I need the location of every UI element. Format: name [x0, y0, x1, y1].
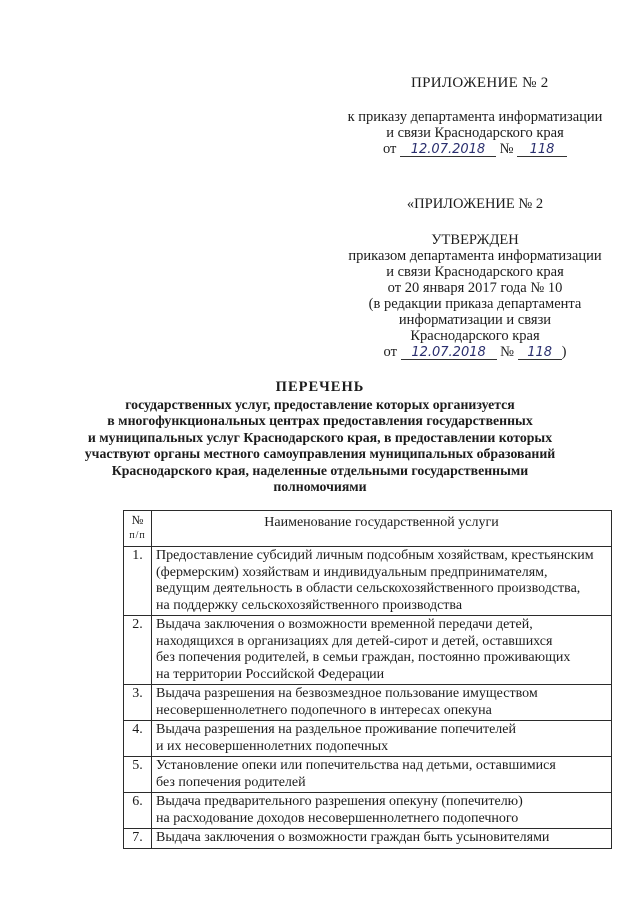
row-service-name	[152, 616, 612, 685]
table-row	[124, 757, 612, 793]
approval-date-line	[330, 344, 620, 360]
list-heading	[80, 379, 560, 496]
table-row	[124, 721, 612, 757]
row-text-line: на поддержку сельскохозяйственного производства	[156, 597, 463, 613]
order-date-line	[330, 141, 620, 157]
row-text-line: Установление опеки или попечительства над детьми, оставшимися	[156, 758, 556, 773]
row-service-name	[152, 793, 612, 829]
services-table	[123, 510, 612, 849]
row-text-line: на расходование доходов несовершеннолетнего подопечного	[156, 810, 519, 826]
heading-line-2: в многофункциональных центрах предоставления государственных	[107, 413, 533, 428]
row-service-name	[152, 547, 612, 616]
row-service-name	[152, 757, 612, 793]
table-row	[124, 829, 612, 849]
row-text-line: без попечения родителей, в семьи граждан, постоянно проживающих	[156, 650, 571, 665]
table-row	[124, 793, 612, 829]
row-number: 7.	[124, 829, 152, 849]
order-date-prefix: от	[382, 141, 397, 157]
heading-line-3: и муниципальных услуг Краснодарского края, в предоставлении которых	[87, 429, 553, 445]
row-service-name	[152, 721, 612, 757]
row-number: 1.	[124, 547, 152, 616]
table-row	[124, 685, 612, 721]
order-line-2: и связи Краснодарского края	[386, 125, 564, 141]
row-number: 5.	[124, 757, 152, 793]
approval-block	[330, 196, 620, 360]
approval-line-5: информатизации и связи	[398, 312, 552, 328]
approval-number-prefix: №	[500, 344, 515, 360]
order-reference	[330, 109, 620, 157]
row-text-line: Выдача заключения о возможности граждан быть усыновителями	[156, 830, 550, 845]
row-number: 4.	[124, 721, 152, 757]
approval-close-paren: )	[561, 344, 567, 360]
approval-attachment-title: «ПРИЛОЖЕНИЕ № 2	[406, 196, 544, 212]
row-number: 2.	[124, 616, 152, 685]
approval-line-6: Краснодарского края	[410, 328, 540, 344]
heading-line-6: полномочиями	[273, 479, 367, 494]
row-text-line: без попечения родителей	[156, 774, 306, 790]
row-text-line: находящихся в организациях для детей-сирот и детей, оставшихся	[156, 633, 553, 649]
order-line-1: к приказу департамента информатизации	[347, 109, 603, 125]
order-number-prefix: №	[499, 141, 514, 157]
row-service-name	[152, 829, 612, 849]
row-service-name	[152, 685, 612, 721]
order-number-handwritten: 118	[517, 143, 567, 157]
column-header-name: Наименование государственной услуги	[152, 511, 612, 547]
heading-line-5: Краснодарского края, наделенные отдельными государственными	[111, 462, 529, 478]
row-text-line: несовершеннолетнего подопечного в интересах опекуна	[156, 702, 492, 718]
row-text-line: (фермерским) хозяйствам и индивидуальным предпринимателям,	[156, 564, 548, 580]
table-header-row	[124, 511, 612, 547]
approval-line-3: от 20 января 2017 года № 10	[387, 280, 563, 296]
heading-line-1: государственных услуг, предоставление которых организуется	[125, 396, 515, 412]
table-row	[124, 547, 612, 616]
column-header-number	[124, 511, 152, 547]
column-header-number-sign: №	[131, 513, 144, 527]
list-title: ПЕРЕЧЕНЬ	[275, 379, 365, 395]
row-text-line: Выдача разрешения на раздельное проживание попечителей	[156, 722, 516, 737]
row-text-line: Выдача заключения о возможности временной передачи детей,	[156, 617, 533, 632]
approval-line-2: и связи Краснодарского края	[386, 264, 564, 280]
row-text-line: ведущим деятельность в области сельскохозяйственного производства,	[156, 581, 581, 596]
approval-line-1: приказом департамента информатизации	[348, 248, 602, 264]
row-text-line: Предоставление субсидий личным подсобным хозяйствам, крестьянским	[156, 548, 594, 563]
row-text-line: на территории Российской Федерации	[156, 666, 385, 682]
approval-date-prefix: от	[383, 344, 397, 360]
row-number: 3.	[124, 685, 152, 721]
row-text-line: Выдача разрешения на безвозмездное пользование имуществом	[156, 686, 538, 701]
approval-approved: УТВЕРЖДЕН	[431, 232, 519, 248]
column-header-number-abbr: п/п	[129, 530, 146, 541]
row-text-line: и их несовершеннолетних подопечных	[156, 738, 389, 754]
table-row	[124, 616, 612, 685]
attachment-title: ПРИЛОЖЕНИЕ № 2	[411, 75, 549, 91]
row-text-line: Выдача предварительного разрешения опекуну (попечителю)	[156, 794, 523, 809]
heading-line-4: участвуют органы местного самоуправления муниципальных образований	[84, 446, 556, 461]
row-number: 6.	[124, 793, 152, 829]
order-date-handwritten: 12.07.2018	[400, 143, 496, 157]
approval-number-handwritten: 118	[518, 346, 562, 360]
approval-line-4: (в редакции приказа департамента	[368, 296, 582, 312]
approval-date-handwritten: 12.07.2018	[401, 346, 497, 360]
